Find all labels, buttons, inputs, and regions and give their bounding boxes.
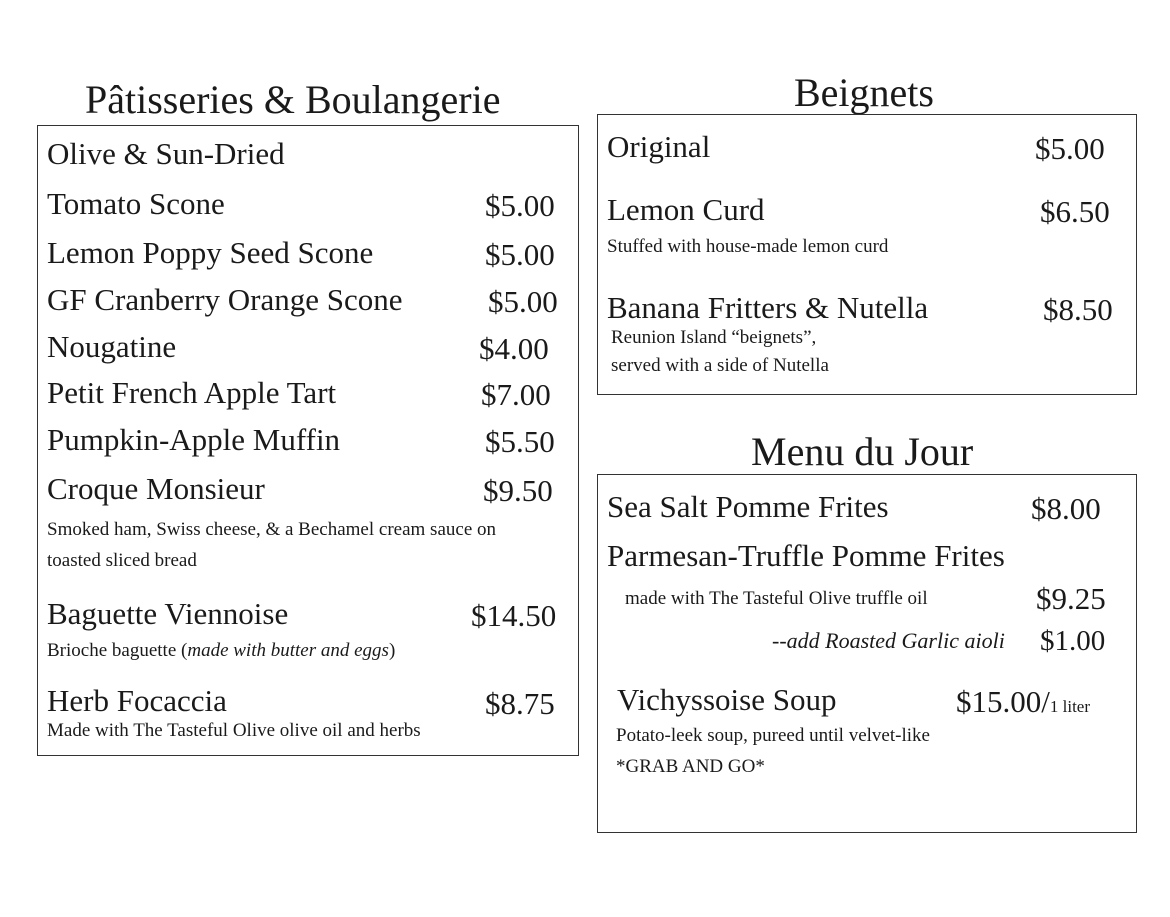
gf-scone-name: GF Cranberry Orange Scone [47, 282, 403, 317]
aioli-addon: --add Roasted Garlic aioli [772, 628, 1005, 653]
soup-price-unit: 1 liter [1049, 697, 1091, 716]
frites-name: Sea Salt Pomme Frites [607, 489, 889, 524]
banana-name: Banana Fritters & Nutella [607, 290, 929, 325]
baguette-desc [47, 641, 395, 660]
nougatine-name: Nougatine [47, 329, 177, 364]
banana-price: $8.50 [1043, 292, 1113, 327]
baguette-price: $14.50 [471, 598, 557, 633]
muffin-name: Pumpkin-Apple Muffin [47, 422, 341, 457]
frites-price: $8.00 [1031, 491, 1101, 526]
lemon-scone-price: $5.00 [485, 237, 555, 272]
soup-price [956, 686, 1090, 717]
soup-desc: Potato-leek soup, pureed until velvet-like [616, 725, 930, 746]
original-name: Original [607, 129, 711, 164]
croque-desc-line2: toasted sliced bread [47, 550, 197, 571]
soup-note: *GRAB AND GO* [616, 756, 765, 777]
croque-name: Croque Monsieur [47, 471, 265, 506]
scone-price: $5.00 [485, 188, 555, 223]
menu-du-jour-heading: Menu du Jour [751, 429, 974, 474]
focaccia-desc: Made with The Tasteful Olive olive oil and herbs [47, 720, 421, 741]
apple-tart-price: $7.00 [481, 377, 551, 412]
truffle-frites-name: Parmesan-Truffle Pomme Frites [607, 538, 1005, 573]
croque-desc-line1: Smoked ham, Swiss cheese, & a Bechamel cream sauce on [47, 519, 496, 540]
truffle-frites-desc: made with The Tasteful Olive truffle oil [625, 588, 928, 609]
baguette-desc-text: Brioche baguette ( [47, 640, 188, 661]
aioli-price: $1.00 [1040, 625, 1106, 657]
soup-name: Vichyssoise Soup [617, 682, 837, 717]
lemon-curd-price: $6.50 [1040, 194, 1110, 229]
nougatine-price: $4.00 [479, 331, 549, 366]
croque-price: $9.50 [483, 473, 553, 508]
baguette-desc-italic: made with butter and eggs [187, 640, 389, 661]
soup-price-value: $15.00/ [956, 684, 1050, 719]
patisserie-heading: Pâtisseries & Boulangerie [85, 77, 501, 122]
original-price: $5.00 [1035, 131, 1105, 166]
baguette-desc-end: ) [388, 640, 396, 661]
lemon-curd-desc: Stuffed with house-made lemon curd [607, 236, 889, 257]
focaccia-name: Herb Focaccia [47, 683, 227, 718]
scone-name-line2: Tomato Scone [47, 186, 225, 221]
beignets-heading: Beignets [794, 70, 934, 115]
banana-desc-line2: served with a side of Nutella [611, 355, 829, 376]
lemon-scone-name: Lemon Poppy Seed Scone [47, 235, 374, 270]
baguette-name: Baguette Viennoise [47, 596, 289, 631]
lemon-curd-name: Lemon Curd [607, 192, 765, 227]
gf-scone-price: $5.00 [488, 284, 558, 319]
scone-name-line1: Olive & Sun-Dried [47, 136, 285, 171]
truffle-frites-price: $9.25 [1036, 581, 1106, 616]
apple-tart-name: Petit French Apple Tart [47, 375, 337, 410]
muffin-price: $5.50 [485, 424, 555, 459]
focaccia-price: $8.75 [485, 686, 555, 721]
banana-desc-line1: Reunion Island “beignets”, [611, 327, 817, 348]
